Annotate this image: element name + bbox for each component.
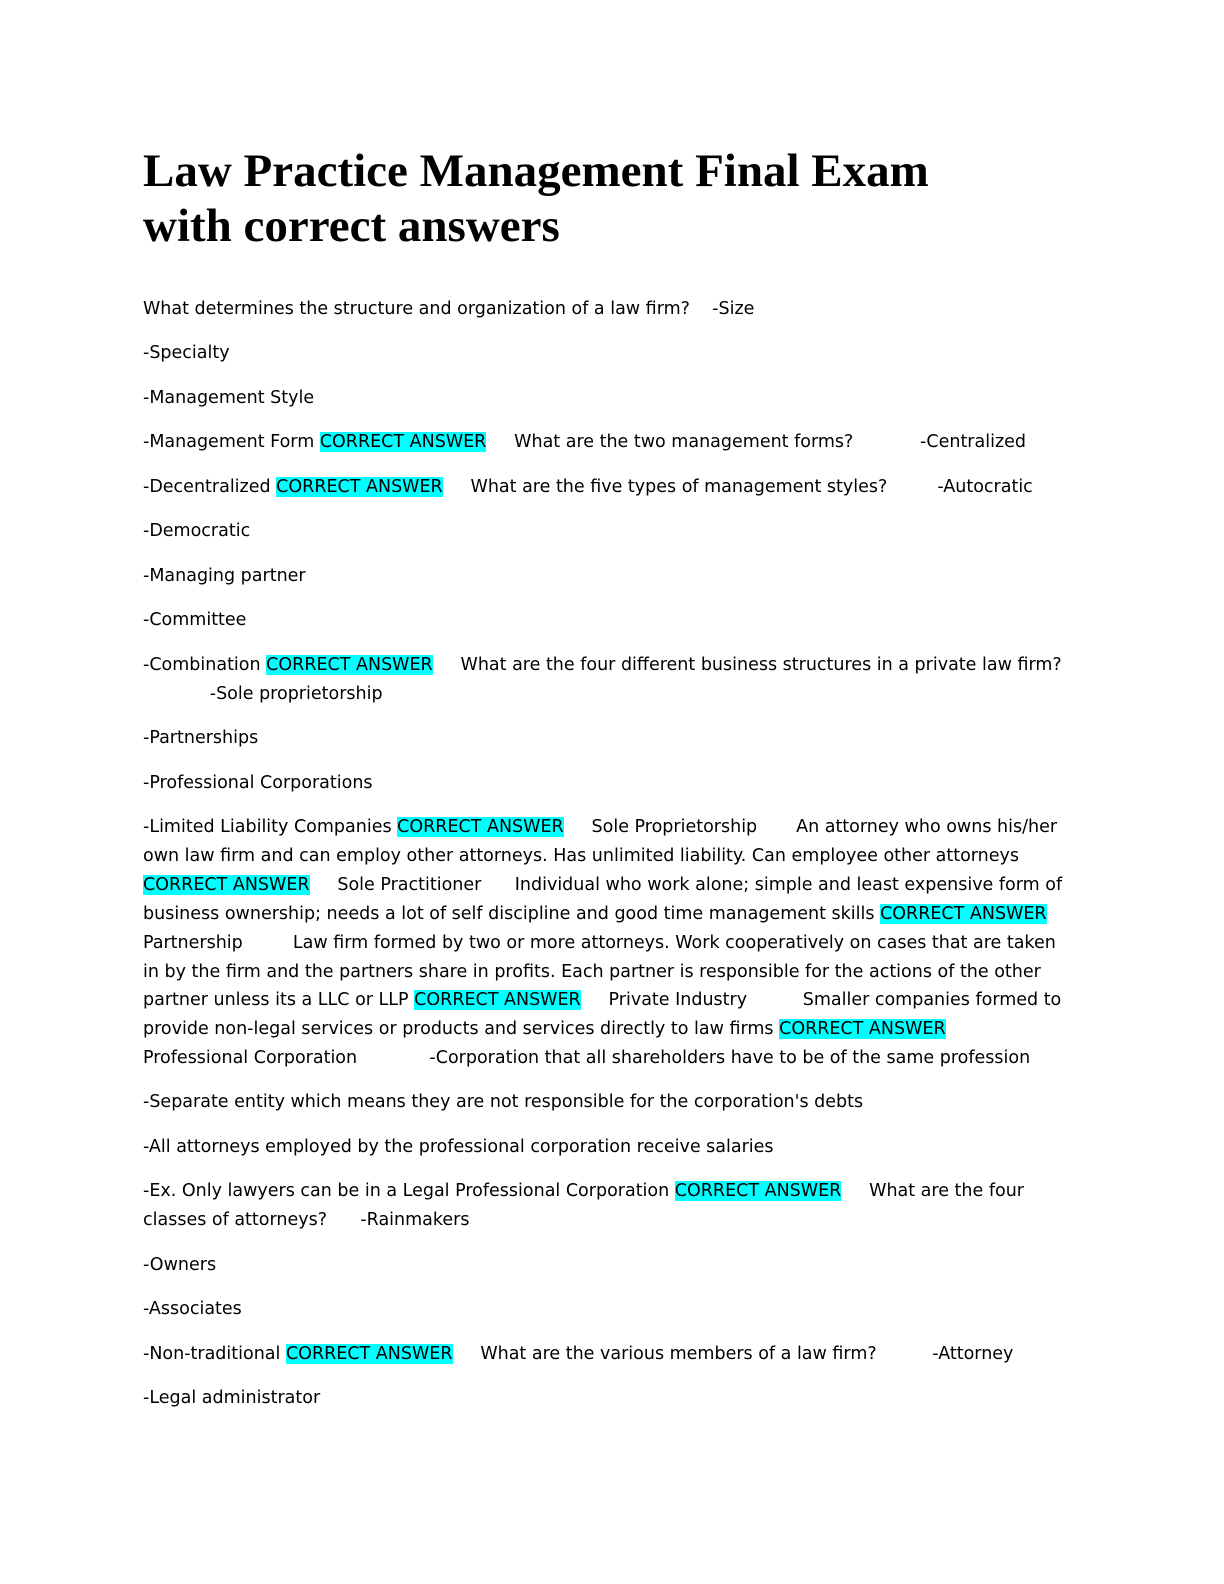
text-line <box>143 1044 1030 1073</box>
text-line <box>143 295 754 324</box>
text-line <box>143 724 258 753</box>
text-segment: -Committee <box>143 610 247 630</box>
text-line <box>143 680 383 709</box>
correct-answer-highlight: CORRECT ANSWER <box>285 1344 453 1364</box>
text-line <box>143 428 1026 457</box>
text-segment: Sole Practitioner Individual who work alone; simple and least expensive form of <box>309 875 1063 895</box>
text-line <box>143 1015 946 1044</box>
text-segment: -Sole proprietorship <box>143 684 383 704</box>
text-line <box>143 842 1019 871</box>
text-line <box>143 871 1062 900</box>
text-segment: -Management Form <box>143 432 320 452</box>
text-segment: provide non-legal services or products and services directly to law firms <box>143 1019 780 1039</box>
text-segment: -Non-traditional <box>143 1344 286 1364</box>
text-segment: -Decentralized <box>143 477 277 497</box>
text-line <box>143 1384 320 1413</box>
page-title <box>143 144 1103 254</box>
text-segment: -Owners <box>143 1255 217 1275</box>
text-segment: -Ex. Only lawyers can be in a Legal Professional Corporation <box>143 1181 675 1201</box>
text-segment: What are the four different business structures in a private law firm? <box>432 655 1062 675</box>
text-segment: Sole Proprietorship An attorney who owns his/her <box>563 817 1058 837</box>
text-segment: business ownership; needs a lot of self discipline and good time management skills <box>143 904 881 924</box>
text-segment: What are the two management forms? -Centralized <box>486 432 1027 452</box>
text-segment: What are the four <box>841 1181 1024 1201</box>
text-line <box>143 900 1047 929</box>
correct-answer-highlight: CORRECT ANSWER <box>319 432 487 452</box>
text-segment: -Democratic <box>143 521 251 541</box>
text-segment: What are the various members of a law firm? -Attorney <box>452 1344 1014 1364</box>
text-line <box>143 1206 469 1235</box>
text-segment: in by the firm and the partners share in profits. Each partner is responsible for the actions of the other <box>143 962 1041 982</box>
text-line <box>143 384 314 413</box>
text-segment: -All attorneys employed by the professional corporation receive salaries <box>143 1137 774 1157</box>
text-segment: -Legal administrator <box>143 1388 321 1408</box>
text-line <box>143 929 1056 958</box>
text-segment: -Specialty <box>143 343 230 363</box>
text-segment: classes of attorneys? -Rainmakers <box>143 1210 470 1230</box>
title-line-1: Law Practice Management Final Exam <box>143 145 929 197</box>
correct-answer-highlight: CORRECT ANSWER <box>414 990 581 1010</box>
text-segment: -Partnerships <box>143 728 259 748</box>
correct-answer-highlight: CORRECT ANSWER <box>143 875 310 895</box>
text-line <box>143 769 373 798</box>
text-segment: -Professional Corporations <box>143 773 373 793</box>
text-line <box>143 1295 242 1324</box>
text-segment: -Managing partner <box>143 566 306 586</box>
text-segment: -Limited Liability Companies <box>143 817 398 837</box>
correct-answer-highlight: CORRECT ANSWER <box>779 1019 946 1039</box>
text-line <box>143 1133 774 1162</box>
text-segment: -Associates <box>143 1299 242 1319</box>
text-line <box>143 813 1057 842</box>
title-line-2: with correct answers <box>143 200 560 252</box>
text-line <box>143 1251 216 1280</box>
correct-answer-highlight: CORRECT ANSWER <box>397 817 564 837</box>
text-line <box>143 517 250 546</box>
text-line <box>143 1340 1013 1369</box>
text-line <box>143 1088 863 1117</box>
text-segment: -Combination <box>143 655 267 675</box>
correct-answer-highlight: CORRECT ANSWER <box>674 1181 842 1201</box>
text-line <box>143 651 1062 680</box>
text-line <box>143 958 1041 987</box>
text-line <box>143 562 306 591</box>
text-segment: Partnership Law firm formed by two or more attorneys. Work cooperatively on cases that are taken <box>143 933 1056 953</box>
text-segment: What determines the structure and organization of a law firm? -Size <box>143 299 755 319</box>
correct-answer-highlight: CORRECT ANSWER <box>266 655 433 675</box>
correct-answer-highlight: CORRECT ANSWER <box>880 904 1047 924</box>
correct-answer-highlight: CORRECT ANSWER <box>276 477 443 497</box>
text-segment: own law firm and can employ other attorneys. Has unlimited liability. Can employee other attorneys <box>143 846 1019 866</box>
text-segment: partner unless its a LLC or LLP <box>143 990 415 1010</box>
text-segment: -Separate entity which means they are not responsible for the corporation's debts <box>143 1092 864 1112</box>
text-line <box>143 1177 1024 1206</box>
text-line <box>143 986 1061 1015</box>
text-line <box>143 473 1033 502</box>
text-segment: Private Industry Smaller companies formed to <box>580 990 1062 1010</box>
text-segment: What are the five types of management styles? -Autocratic <box>442 477 1033 497</box>
text-line <box>143 339 230 368</box>
text-segment: Professional Corporation -Corporation that all shareholders have to be of the same profession <box>143 1048 1031 1068</box>
text-line <box>143 606 246 635</box>
text-segment: -Management Style <box>143 388 315 408</box>
